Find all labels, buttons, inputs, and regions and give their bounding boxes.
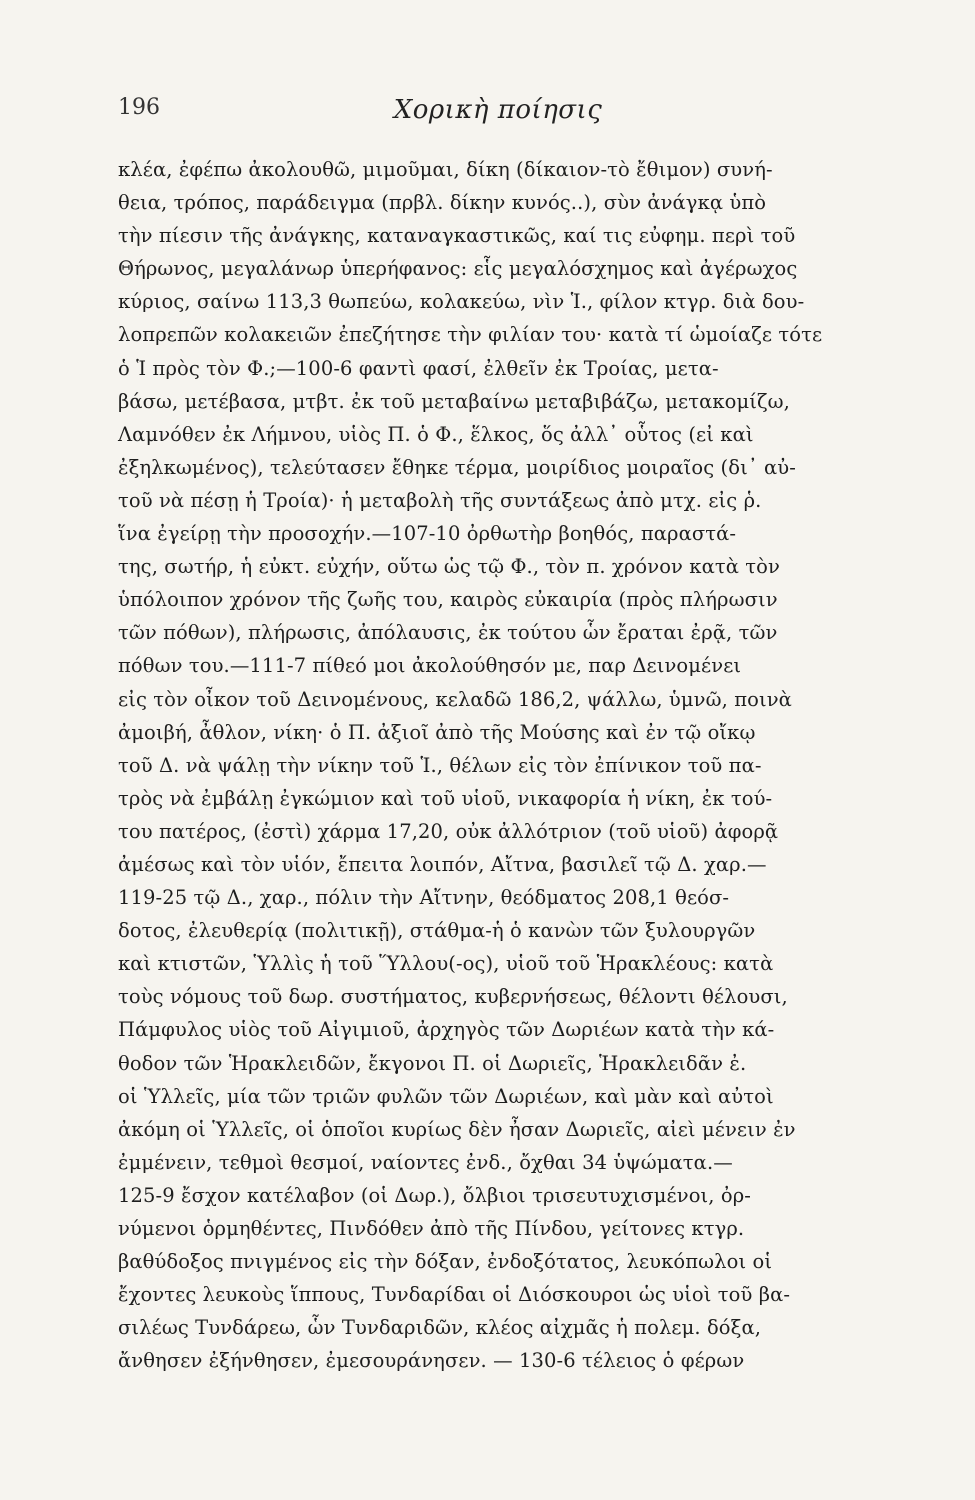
- text-line: δοτος, ἐλευθερίᾳ (πολιτικῇ), στάθμα-ἡ ὁ κανὼν τῶν ξυλουργῶν: [118, 919, 756, 943]
- text-line: τοὺς νόμους τοῦ δωρ. συστήματος, κυβερνήσεως, θέλοντι θέλουσι,: [118, 985, 788, 1009]
- text-line: θεια, τρόπος, παράδειγμα (πρβλ. δίκην κυνός..), σὺν ἀνάγκᾳ ὑπὸ: [118, 191, 767, 215]
- text-line: κλέα, ἐφέπω ἀκολουθῶ, μιμοῦμαι, δίκη (δίκαιον-τὸ ἔθιμον) συνή-: [118, 158, 773, 181]
- text-line: κύριος, σαίνω 113,3 θωπεύω, κολακεύω, νὶν Ἱ., φίλον κτγρ. διὰ δου-: [118, 290, 805, 314]
- page-header: [118, 95, 878, 135]
- text-line: καὶ κτιστῶν, Ὑλλὶς ἡ τοῦ Ὕλλου(-ος), υἱοῦ τοῦ Ἡρακλέους: κατὰ: [118, 952, 774, 976]
- text-line: τοῦ νὰ πέσῃ ἡ Τροία)· ἡ μεταβολὴ τῆς συντάξεως ἀπὸ μτχ. εἰς ῥ.: [118, 488, 762, 512]
- text-line: ἔχοντες λευκοὺς ἵππους, Τυνδαρίδαι οἱ Διόσκουροι ὡς υἱοὶ τοῦ βα-: [118, 1283, 791, 1307]
- text-line: ὑπόλοιπον χρόνον τῆς ζωῆς του, καιρὸς εὐκαιρία (πρὸς πλήρωσιν: [118, 588, 778, 612]
- text-line: του πατέρος, (ἐστὶ) χάρμα 17,20, οὐκ ἀλλότριον (τοῦ υἱοῦ) ἀφορᾷ: [118, 819, 779, 843]
- text-line: ἐμμένειν, τεθμοὶ θεσμοί, ναίοντες ἐνδ., ὄχθαι 34 ὑψώματα.—: [118, 1150, 733, 1174]
- text-line: λοπρεπῶν κολακειῶν ἐπεζήτησε τὴν φιλίαν του· κατὰ τί ὡμοίαζε τότε: [118, 323, 823, 347]
- text-line: τρὸς νὰ ἐμβάλῃ ἐγκώμιον καὶ τοῦ υἱοῦ, νικαφορία ἡ νίκη, ἐκ τού-: [118, 786, 773, 810]
- text-line: ἄνθησεν ἐξήνθησεν, ἐμεσουράνησεν. — 130-6 τέλειος ὁ φέρων: [118, 1349, 745, 1373]
- text-line: νύμενοι ὁρμηθέντες, Πινδόθεν ἀπὸ τῆς Πίνδου, γείτονες κτγρ.: [118, 1217, 745, 1240]
- text-line: τοῦ Δ. νὰ ψάλῃ τὴν νίκην τοῦ Ἱ., θέλων εἰς τὸν ἐπίνικον τοῦ πα-: [118, 753, 762, 777]
- text-line: βαθύδοξος πνιγμένος εἰς τὴν δόξαν, ἐνδοξότατος, λευκόπωλοι οἱ: [118, 1250, 773, 1274]
- text-line: πόθων του.—111-7 πίθεό μοι ἀκολούθησόν με, παρ Δεινομένει: [118, 654, 742, 678]
- text-line: 119-25 τῷ Δ., χαρ., πόλιν τὴν Αἴτνην, θεόδματος 208,1 θεόσ-: [118, 886, 730, 910]
- text-line: της, σωτήρ, ἡ εὐκτ. εὐχήν, οὕτω ὡς τῷ Φ., τὸν π. χρόνον κατὰ τὸν: [118, 555, 780, 579]
- text-line: ἐξηλκωμένος), τελεύτασεν ἔθηκε τέρμα, μοιρίδιος μοιραῖος (δι᾽ αὐ-: [118, 455, 796, 479]
- text-line: τῶν πόθων), πλήρωσις, ἀπόλαυσις, ἐκ τούτου ὧν ἔραται ἐρᾷ, τῶν: [118, 621, 778, 645]
- text-line: Θήρωνος, μεγαλάνωρ ὑπερήφανος: εἷς μεγαλόσχημος καὶ ἀγέρωχος: [118, 257, 798, 281]
- text-line: Πάμφυλος υἱὸς τοῦ Αἰγιμιοῦ, ἀρχηγὸς τῶν Δωριέων κατὰ τὴν κά-: [118, 1018, 775, 1042]
- text-line: Λαμνόθεν ἐκ Λήμνου, υἱὸς Π. ὁ Φ., ἕλκος, ὅς ἀλλ᾽ οὗτος (εἰ καὶ: [118, 422, 754, 446]
- text-line: σιλέως Τυνδάρεω, ὧν Τυνδαριδῶν, κλέος αἰχμᾶς ἡ πολεμ. δόξα,: [118, 1316, 762, 1340]
- commentary-text: [118, 153, 878, 1377]
- running-title: Χορικὴ ποίησις: [393, 95, 603, 125]
- text-line: ἀμοιβή, ἆθλον, νίκη· ὁ Π. ἀξιοῖ ἀπὸ τῆς Μούσης καὶ ἐν τῷ οἴκῳ: [118, 720, 756, 744]
- text-line: ἀκόμη οἱ Ὑλλεῖς, οἱ ὁποῖοι κυρίως δὲν ἦσαν Δωριεῖς, αἰεὶ μένειν ἐν: [118, 1117, 796, 1141]
- text-line: ἵνα ἐγείρῃ τὴν προσοχήν.—107-10 ὀρθωτὴρ βοηθός, παραστά-: [118, 522, 737, 546]
- page-number: 196: [118, 95, 160, 120]
- text-line: ὁ Ἱ πρὸς τὸν Φ.;—100-6 φαντὶ φασί, ἐλθεῖν ἐκ Τροίας, μετα-: [118, 356, 719, 380]
- text-line: οἱ Ὑλλεῖς, μία τῶν τριῶν φυλῶν τῶν Δωριέων, καὶ μὰν καὶ αὐτοὶ: [118, 1084, 774, 1108]
- text-line: εἰς τὸν οἶκον τοῦ Δεινομένους, κελαδῶ 186,2, ψάλλω, ὑμνῶ, ποινὰ: [118, 687, 792, 711]
- text-line: θοδον τῶν Ἡρακλειδῶν, ἔκγονοι Π. οἱ Δωριεῖς, Ἡρακλειδᾶν ἐ.: [118, 1051, 747, 1075]
- text-line: ἀμέσως καὶ τὸν υἱόν, ἔπειτα λοιπόν, Αἴτνα, βασιλεῖ τῷ Δ. χαρ.—: [118, 852, 767, 876]
- text-line: τὴν πίεσιν τῆς ἀνάγκης, καταναγκαστικῶς, καί τις εὐφημ. περὶ τοῦ: [118, 224, 796, 248]
- text-line: 125-9 ἔσχον κατέλαβον (οἱ Δωρ.), ὄλβιοι τρισευτυχισμένοι, ὀρ-: [118, 1183, 751, 1207]
- text-line: βάσω, μετέβασα, μτβτ. ἐκ τοῦ μεταβαίνω μεταβιβάζω, μετακομίζω,: [118, 389, 790, 413]
